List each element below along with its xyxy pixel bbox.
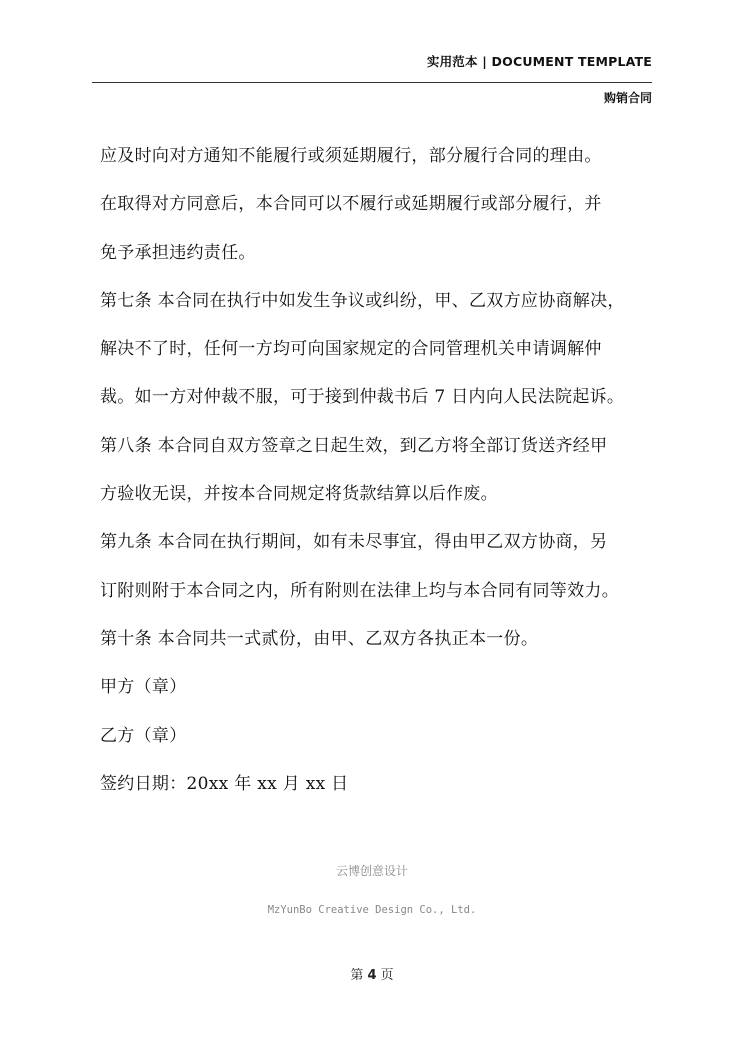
signing-date: 签约日期：20xx 年 xx 月 xx 日 [100, 773, 349, 794]
body-line: 订附则附于本合同之内，所有附则在法律上均与本合同有同等效力。 [100, 580, 619, 601]
contract-body [100, 136, 660, 812]
party-a-seal: 甲方（章） [100, 677, 187, 698]
body-line: 第九条 本合同在执行期间，如有未尽事宜，得由甲乙双方协商，另 [100, 532, 608, 553]
page-number [0, 964, 744, 983]
body-line: 方验收无误，并按本合同规定将货款结算以后作废。 [100, 484, 498, 505]
body-line: 免予承担违约责任。 [100, 242, 256, 263]
page-number-value: 4 [367, 968, 377, 983]
header-divider [92, 82, 652, 83]
body-line: 应及时向对方通知不能履行或须延期履行，部分履行合同的理由。 [100, 146, 602, 166]
page-prefix: 第 [350, 968, 364, 983]
body-line: 解决不了时，任何一方均可向国家规定的合同管理机关申请调解仲 [100, 339, 602, 360]
header-title: 实用范本 | DOCUMENT TEMPLATE [426, 54, 652, 69]
footer-company-cn: 云博创意设计 [335, 864, 408, 878]
footer-company-en: MzYunBo Creative Design Co., Ltd. [267, 904, 477, 916]
body-line: 第十条 本合同共一式贰份，由甲、乙双方各执正本一份。 [100, 628, 539, 649]
header-subtitle: 购销合同 [603, 91, 652, 105]
page-suffix: 页 [380, 968, 394, 983]
body-line: 第八条 本合同自双方签章之日起生效，到乙方将全部订货送齐经甲 [100, 435, 608, 456]
body-line: 在取得对方同意后，本合同可以不履行或延期履行或部分履行，并 [100, 194, 602, 215]
body-line: 第七条 本合同在执行中如发生争议或纠纷，甲、乙双方应协商解决， [100, 290, 625, 311]
party-b-seal: 乙方（章） [100, 725, 187, 746]
body-line: 裁。如一方对仲裁不服，可于接到仲裁书后 7 日内向人民法院起诉。 [100, 387, 625, 408]
